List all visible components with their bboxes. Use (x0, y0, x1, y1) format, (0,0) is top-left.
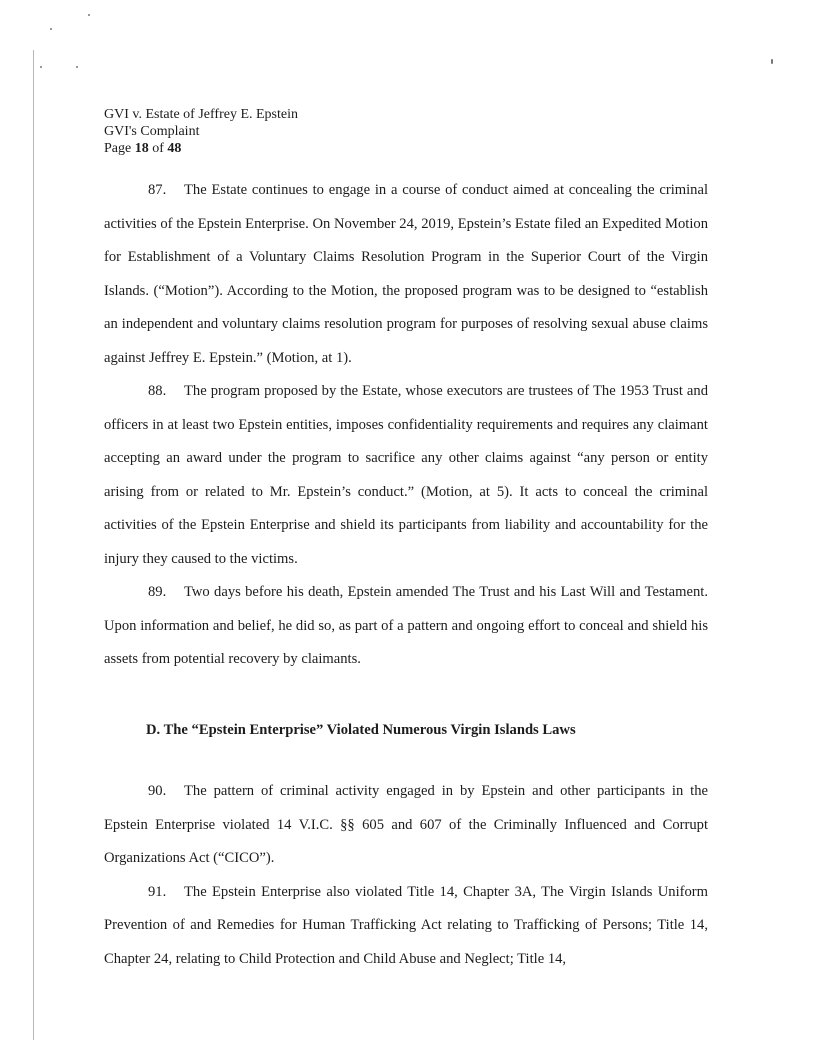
paragraph-number: 90. (148, 783, 167, 799)
page-of: of (152, 141, 164, 156)
paragraph-number: 91. (148, 883, 167, 900)
page-total: 48 (167, 141, 182, 156)
section-heading: D. The “Epstein Enterprise” Violated Numerous Virgin Islands Laws (146, 722, 576, 738)
scan-speck (40, 66, 42, 68)
scan-margin-line (33, 50, 34, 1040)
document-title: GVI's Complaint (104, 124, 200, 139)
scan-speck (88, 14, 90, 16)
case-caption: GVI v. Estate of Jeffrey E. Epstein (104, 107, 298, 122)
page-current: 18 (134, 141, 149, 156)
paragraph-number: 87. (148, 182, 167, 198)
scan-speck (771, 59, 773, 64)
paragraph-text: The pattern of criminal activity engaged in by Epstein and other participants in the Epstein Enterprise violated 14 V.I.C. §§ 605 and 607 of the Criminally Influenced and Corrupt Organizations Act (“CICO”). (104, 783, 708, 866)
page-indicator (104, 140, 298, 157)
paragraph-91 (104, 876, 708, 977)
body-section-1 (104, 174, 708, 677)
scan-speck (50, 28, 52, 30)
page-label: Page (104, 141, 132, 156)
paragraph-87 (104, 174, 708, 375)
paragraph-text: The program proposed by the Estate, whose executors are trustees of The 1953 Trust and officers in at least two Epstein entities, imposes confidentiality requirements and requires any claimant accepting an award under the program to sacrifice any other claims against “any person or entity arising from or related to Mr. Epstein’s conduct.” (Motion, at 5). It acts to conceal the criminal activities of the Epstein Enterprise and shield its participants from liability and accountability for the injury they caused to the victims. (104, 383, 708, 567)
paragraph-number: 88. (148, 383, 167, 399)
document-header (104, 106, 298, 157)
scan-speck (76, 66, 78, 68)
paragraph-text: The Estate continues to engage in a course of conduct aimed at concealing the criminal activities of the Epstein Enterprise. On November 24, 2019, Epstein’s Estate filed an Expedited Motion for Establishment of a Voluntary Claims Resolution Program in the Superior Court of the Virgin Islands. (“Motion”). According to the Motion, the proposed program was to be designed to “establish an independent and voluntary claims resolution program for purposes of resolving sexual abuse claims against Jeffrey E. Epstein.” (Motion, at 1). (104, 182, 708, 366)
paragraph-90 (104, 775, 708, 876)
paragraph-89 (104, 576, 708, 677)
paragraph-number: 89. (148, 584, 167, 600)
paragraph-88 (104, 375, 708, 576)
paragraph-text: Two days before his death, Epstein amended The Trust and his Last Will and Testament. Upon information and belief, he did so, as part of a pattern and ongoing effort to conceal and shield his assets from potential recovery by claimants. (104, 584, 708, 667)
body-section-2 (104, 775, 708, 976)
paragraph-text: The Epstein Enterprise also violated Title 14, Chapter 3A, The Virgin Islands Uniform Prevention of and Remedies for Human Trafficking Act relating to Trafficking of Persons; Title 14, Chapter 24, relating to Child Protection and Child Abuse and Neglect; Title 14, (104, 883, 708, 967)
